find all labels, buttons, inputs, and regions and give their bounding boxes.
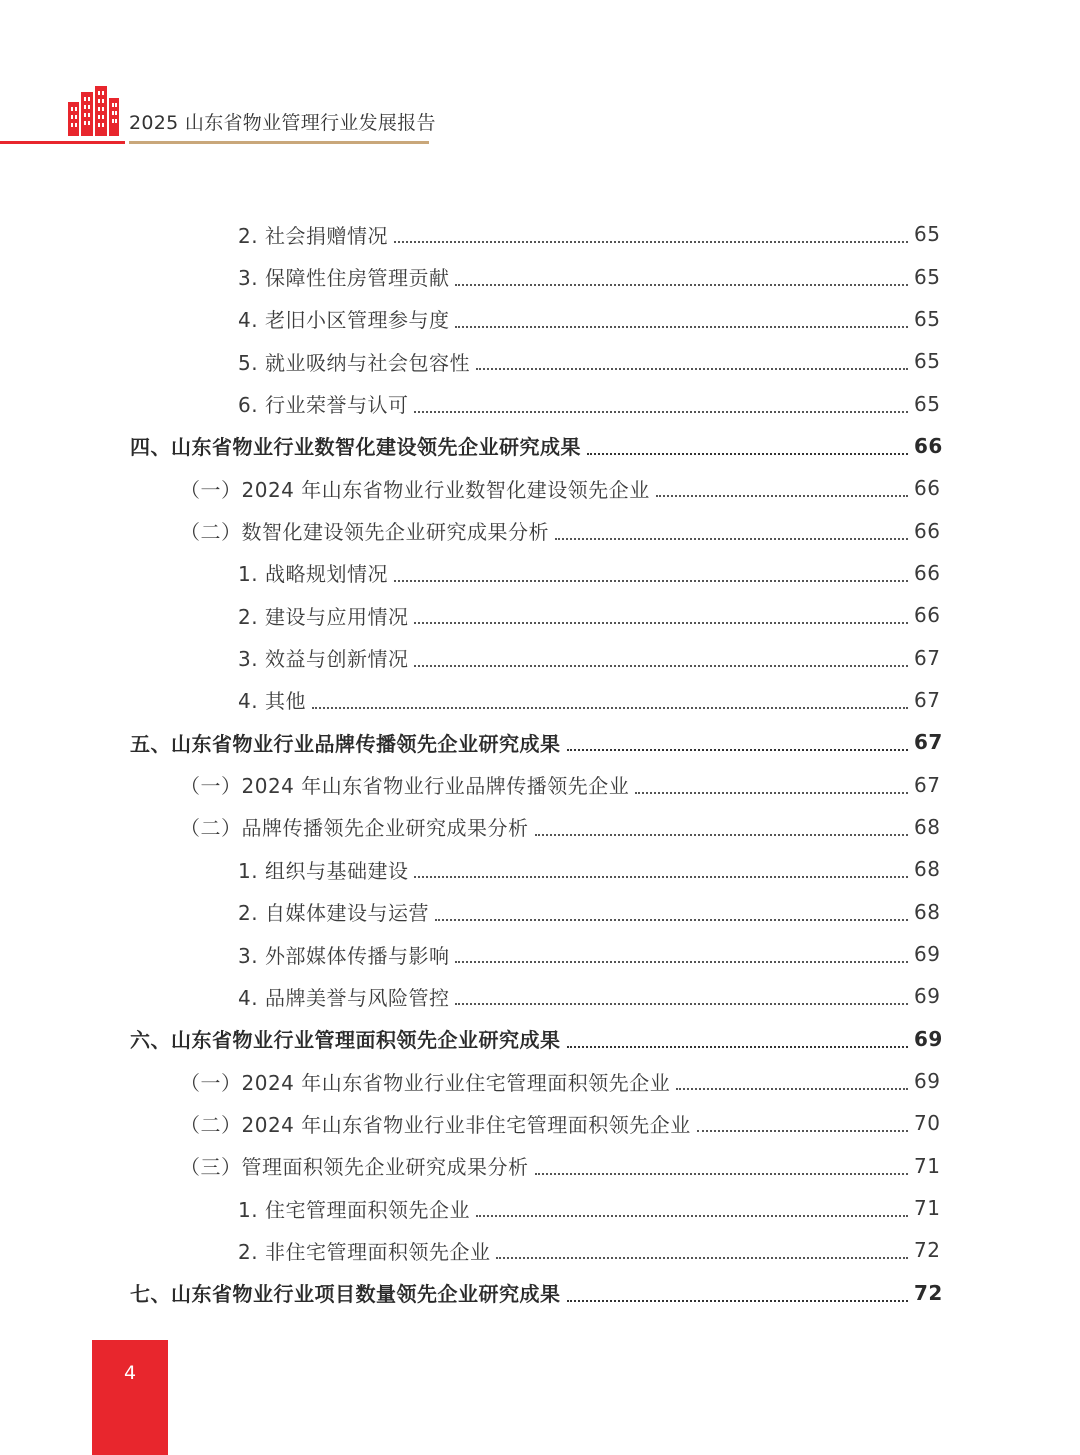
toc-entry[interactable] — [130, 509, 940, 551]
page-number-tab — [92, 1340, 168, 1455]
toc-entry[interactable] — [130, 1229, 940, 1271]
toc-entry-title: （三）管理面积领先企业研究成果分析 — [180, 1155, 529, 1180]
toc-entry[interactable] — [130, 848, 940, 890]
toc-entry-page: 70 — [914, 1111, 941, 1136]
header-red-rule — [0, 141, 125, 144]
toc-entry-title: （一）2024 年山东省物业行业住宅管理面积领先企业 — [180, 1070, 671, 1095]
toc-entry-page: 71 — [914, 1153, 941, 1178]
toc-entry[interactable] — [130, 763, 940, 805]
toc-entry-page: 66 — [914, 603, 941, 628]
toc-entry[interactable] — [130, 467, 940, 509]
toc-entry-title: 3. 效益与创新情况 — [238, 647, 409, 672]
toc-entry[interactable] — [130, 382, 940, 424]
toc-entry-page: 71 — [914, 1196, 941, 1221]
toc-entry[interactable] — [130, 1272, 943, 1314]
toc-dot-leader — [455, 961, 908, 963]
toc-entry-page: 69 — [914, 1026, 943, 1051]
toc-entry-title: 五、山东省物业行业品牌传播领先企业研究成果 — [130, 731, 561, 756]
toc-entry[interactable] — [130, 425, 943, 467]
toc-entry-page: 65 — [914, 391, 941, 416]
toc-entry[interactable] — [130, 721, 943, 763]
toc-entry-title: 4. 品牌美誉与风险管控 — [238, 985, 450, 1010]
toc-entry[interactable] — [130, 1060, 940, 1102]
toc-entry-title: 4. 其他 — [238, 689, 306, 714]
toc-entry-title: （一）2024 年山东省物业行业数智化建设领先企业 — [180, 477, 650, 502]
toc-entry-page: 66 — [914, 476, 941, 501]
toc-entry[interactable] — [130, 298, 940, 340]
toc-entry-title: 1. 战略规划情况 — [238, 562, 388, 587]
building-icon — [66, 86, 120, 136]
toc-entry-title: 1. 组织与基础建设 — [238, 858, 409, 883]
toc-entry[interactable] — [130, 255, 940, 297]
toc-entry-page: 65 — [914, 306, 941, 331]
toc-dot-leader — [676, 1088, 908, 1090]
toc-entry-page: 68 — [914, 899, 941, 924]
toc-dot-leader — [567, 749, 909, 751]
toc-entry-title: 1. 住宅管理面积领先企业 — [238, 1197, 470, 1222]
toc-entry-page: 66 — [914, 433, 943, 458]
toc-entry-title: （一）2024 年山东省物业行业品牌传播领先企业 — [180, 774, 630, 799]
toc-dot-leader — [587, 453, 908, 455]
toc-dot-leader — [455, 1003, 908, 1005]
page-header — [0, 80, 440, 150]
toc-entry[interactable] — [130, 933, 940, 975]
toc-dot-leader — [496, 1257, 908, 1259]
toc-entry[interactable] — [130, 806, 940, 848]
toc-entry[interactable] — [130, 679, 940, 721]
toc-entry-title: （二）2024 年山东省物业行业非住宅管理面积领先企业 — [180, 1112, 691, 1137]
toc-entry-page: 66 — [914, 518, 941, 543]
toc-entry[interactable] — [130, 594, 940, 636]
toc-dot-leader — [567, 1046, 909, 1048]
toc-entry-title: 2. 非住宅管理面积领先企业 — [238, 1239, 491, 1264]
toc-entry-title: 2. 建设与应用情况 — [238, 604, 409, 629]
toc-entry-page: 67 — [914, 772, 941, 797]
toc-dot-leader — [656, 495, 908, 497]
toc-entry-page: 66 — [914, 560, 941, 585]
toc-entry-page: 65 — [914, 222, 941, 247]
toc-entry-title: 3. 保障性住房管理贡献 — [238, 266, 450, 291]
toc-dot-leader — [635, 792, 908, 794]
toc-dot-leader — [476, 368, 908, 370]
table-of-contents — [130, 213, 943, 1314]
toc-entry-page: 72 — [914, 1280, 943, 1305]
toc-entry-page: 65 — [914, 264, 941, 289]
toc-dot-leader — [414, 622, 908, 624]
toc-entry-title: （二）品牌传播领先企业研究成果分析 — [180, 816, 529, 841]
toc-dot-leader — [394, 580, 908, 582]
toc-dot-leader — [455, 326, 908, 328]
toc-entry-title: 六、山东省物业行业管理面积领先企业研究成果 — [130, 1028, 561, 1053]
toc-dot-leader — [567, 1300, 909, 1302]
toc-entry-title: 2. 社会捐赠情况 — [238, 223, 388, 248]
toc-entry[interactable] — [130, 1102, 940, 1144]
header-gold-rule — [129, 141, 429, 144]
toc-entry-title: 四、山东省物业行业数智化建设领先企业研究成果 — [130, 435, 581, 460]
toc-entry-page: 67 — [914, 730, 943, 755]
toc-entry-title: 4. 老旧小区管理参与度 — [238, 308, 450, 333]
toc-entry-page: 69 — [914, 984, 941, 1009]
header-title: 2025 山东省物业管理行业发展报告 — [129, 112, 436, 134]
toc-dot-leader — [435, 919, 908, 921]
toc-entry-page: 65 — [914, 349, 941, 374]
toc-dot-leader — [414, 665, 908, 667]
toc-dot-leader — [414, 876, 908, 878]
toc-entry-title: 2. 自媒体建设与运营 — [238, 901, 429, 926]
toc-dot-leader — [455, 284, 908, 286]
toc-entry[interactable] — [130, 552, 940, 594]
toc-entry[interactable] — [130, 1018, 943, 1060]
toc-dot-leader — [697, 1130, 908, 1132]
toc-entry-title: 3. 外部媒体传播与影响 — [238, 943, 450, 968]
toc-entry-page: 68 — [914, 814, 941, 839]
toc-entry-title: 七、山东省物业行业项目数量领先企业研究成果 — [130, 1282, 561, 1307]
toc-entry[interactable] — [130, 636, 940, 678]
toc-dot-leader — [535, 1173, 909, 1175]
toc-dot-leader — [476, 1215, 908, 1217]
toc-dot-leader — [535, 834, 909, 836]
toc-dot-leader — [414, 411, 908, 413]
toc-entry[interactable] — [130, 340, 940, 382]
toc-entry[interactable] — [130, 975, 940, 1017]
toc-entry-page: 69 — [914, 942, 941, 967]
toc-dot-leader — [312, 707, 908, 709]
toc-entry-page: 67 — [914, 687, 941, 712]
toc-entry-title: 6. 行业荣誉与认可 — [238, 393, 409, 418]
toc-entry[interactable] — [130, 1145, 940, 1187]
toc-entry[interactable] — [130, 1187, 940, 1229]
toc-dot-leader — [555, 538, 908, 540]
toc-entry-page: 69 — [914, 1069, 941, 1094]
toc-entry-page: 72 — [914, 1238, 941, 1263]
toc-entry-page: 67 — [914, 645, 941, 670]
toc-entry[interactable] — [130, 891, 940, 933]
toc-entry-title: 5. 就业吸纳与社会包容性 — [238, 350, 470, 375]
page-number: 4 — [123, 1362, 137, 1384]
toc-entry-title: （二）数智化建设领先企业研究成果分析 — [180, 520, 549, 545]
toc-entry[interactable] — [130, 213, 940, 255]
toc-entry-page: 68 — [914, 857, 941, 882]
toc-dot-leader — [394, 241, 908, 243]
